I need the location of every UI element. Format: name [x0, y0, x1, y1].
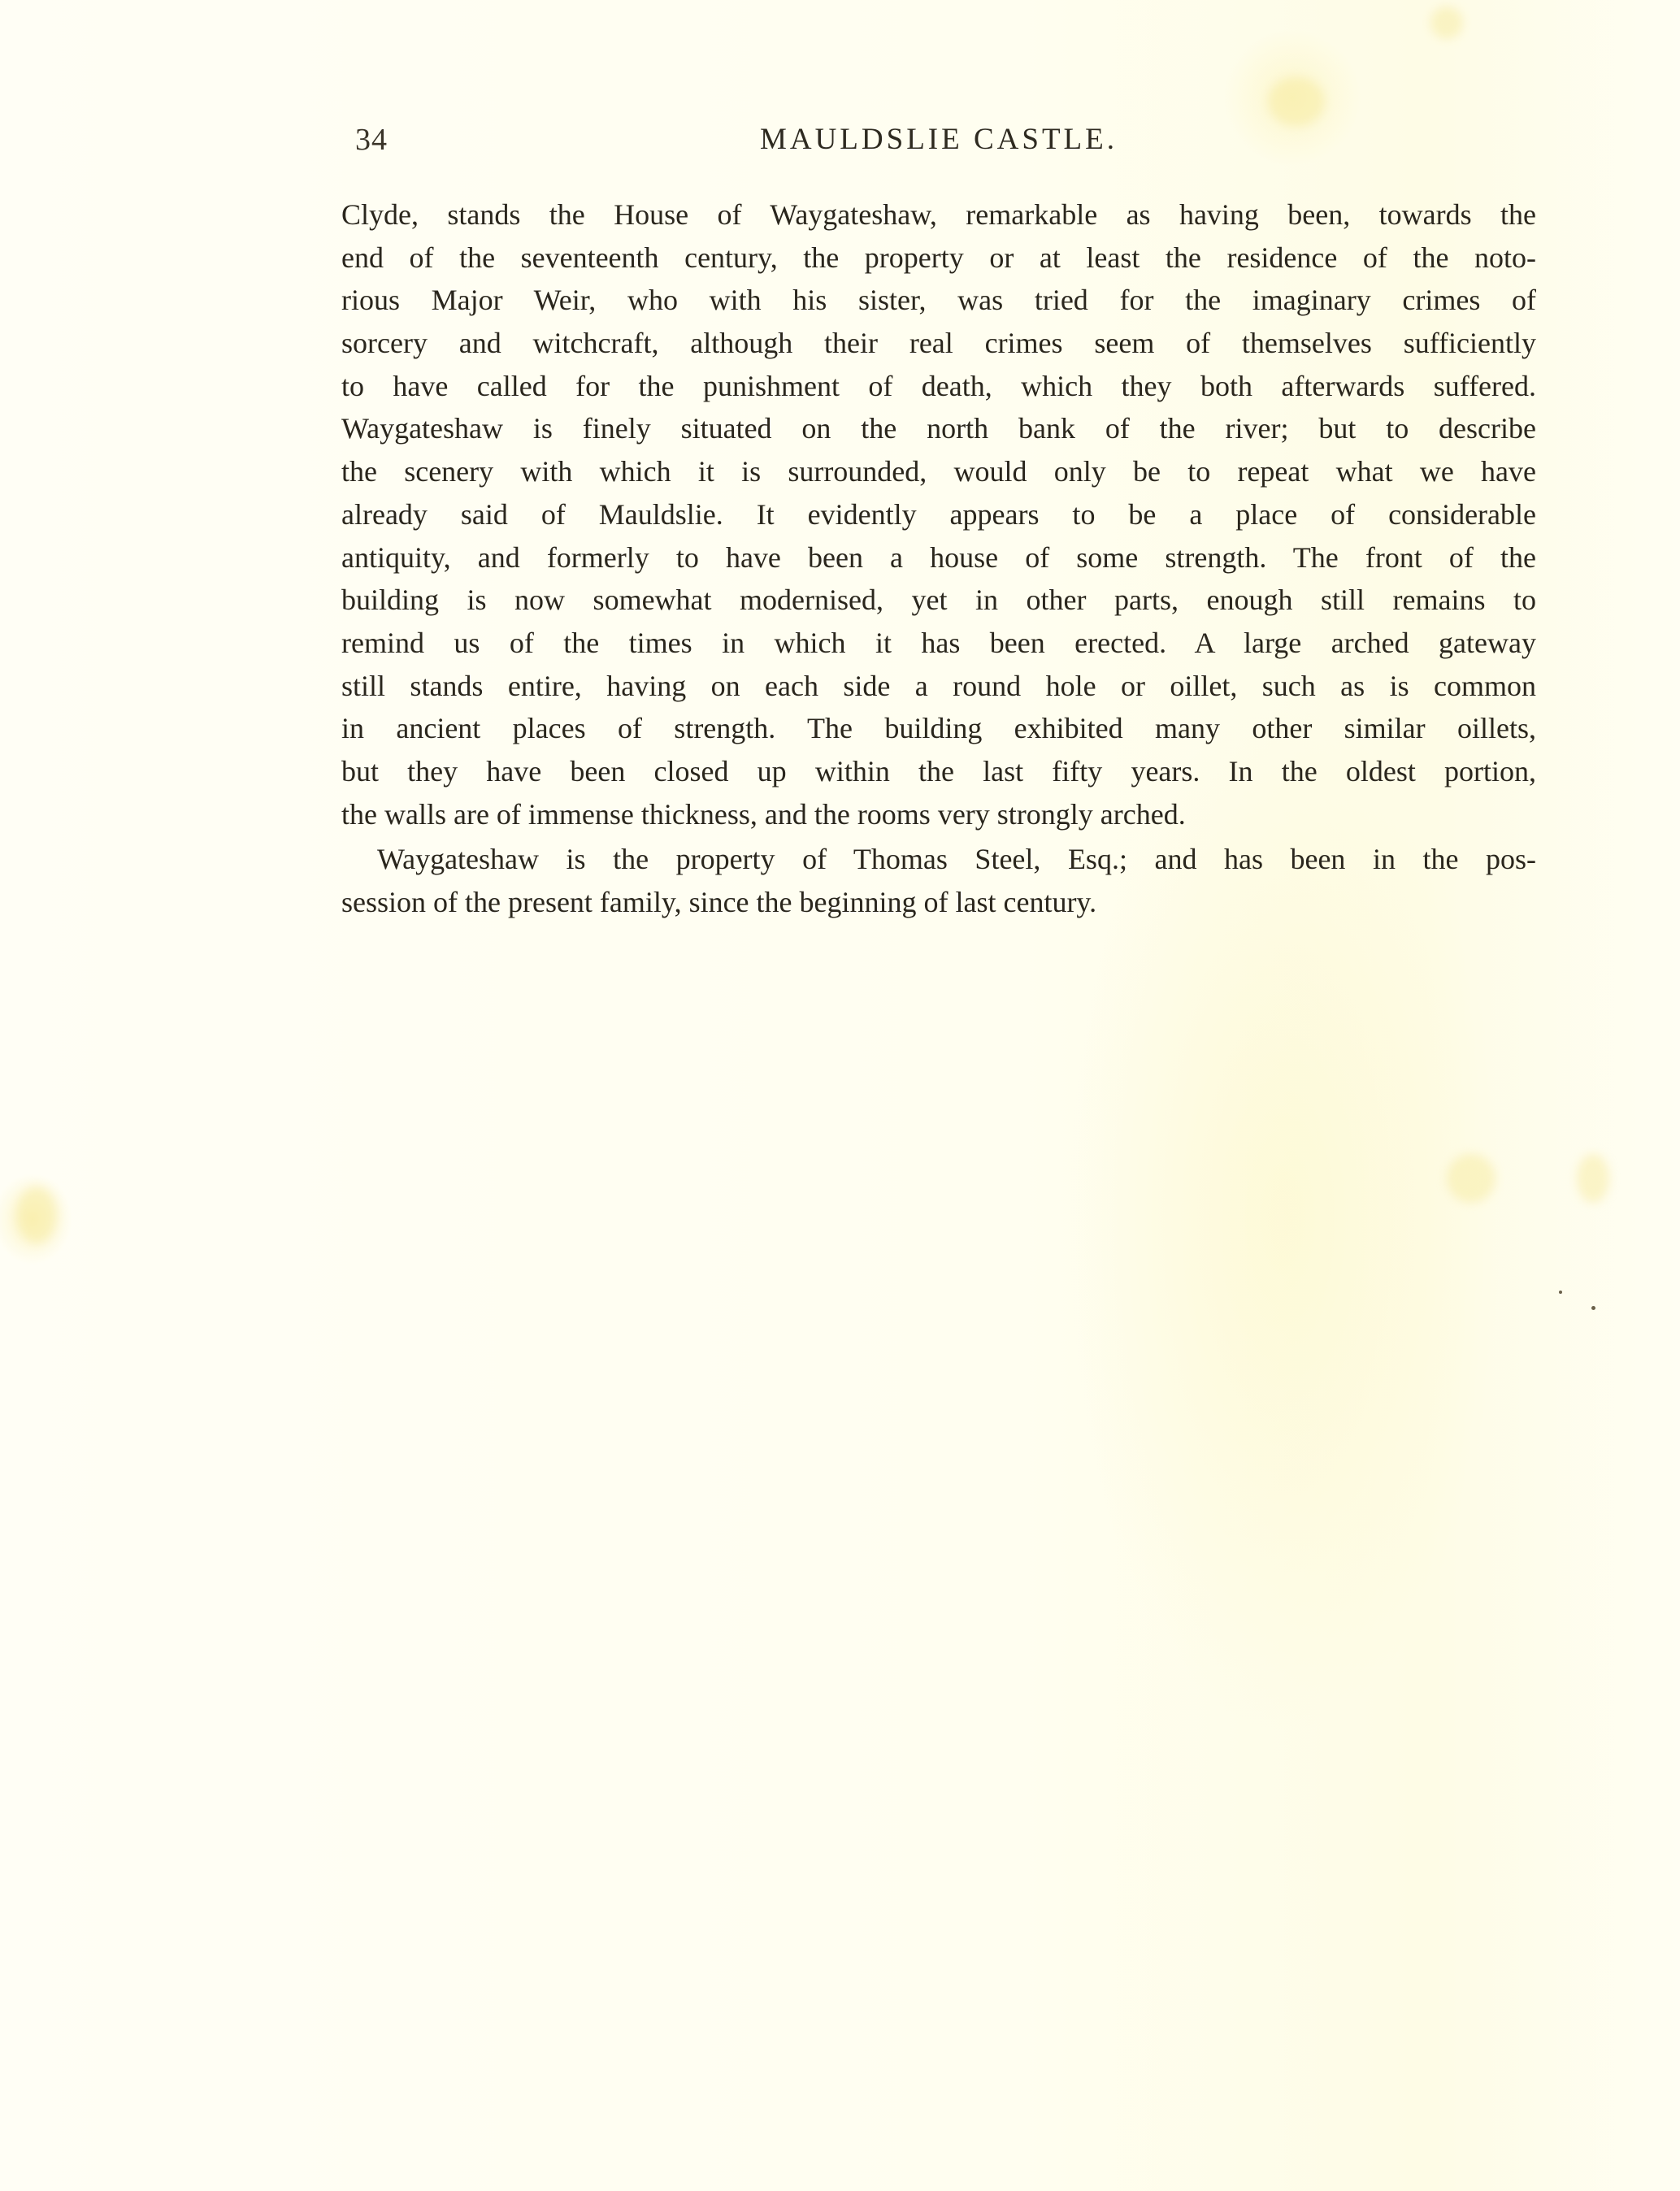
- text-line: Clyde, stands the House of Waygateshaw, remarkable as having been, towards the: [341, 198, 1536, 231]
- text-line: end of the seventeenth century, the property or at least the residence of the noto-: [341, 241, 1536, 274]
- text-line: already said of Mauldslie. It evidently appears to be a place of considerable: [341, 497, 1536, 531]
- running-head: MAULDSLIE CASTLE.: [759, 123, 1118, 156]
- text-line: rious Major Weir, who with his sister, was tried for the imaginary crimes of: [341, 284, 1536, 317]
- text-line: Waygateshaw is finely situated on the north bank of the river; but to describe: [341, 412, 1536, 445]
- text-line: session of the present family, since the beginning of last century.: [341, 886, 1097, 918]
- page-number: 34: [355, 123, 388, 157]
- page-header: [341, 122, 1536, 171]
- paragraph: [341, 193, 1536, 835]
- paper-stain: [16, 1187, 57, 1243]
- paper-stain: [1447, 1154, 1496, 1203]
- paragraph: [341, 838, 1536, 923]
- text-line: to have called for the punishment of death, which they both afterwards suffered.: [341, 369, 1536, 402]
- text-line: antiquity, and formerly to have been a house of some strength. The front of the: [341, 540, 1536, 574]
- text-line: in ancient places of strength. The building exhibited many other similar oillets,: [341, 712, 1536, 745]
- text-line: building is now somewhat modernised, yet in other parts, enough still remains to: [341, 584, 1536, 617]
- text-line: still stands entire, having on each side a round hole or oillet, such as is common: [341, 669, 1536, 702]
- paper-stain: [1430, 7, 1463, 39]
- paper-speck: [1591, 1306, 1595, 1310]
- text-line: sorcery and witchcraft, although their real crimes seem of themselves sufficiently: [341, 327, 1536, 360]
- body-text: [341, 193, 1536, 924]
- text-line: Waygateshaw is the property of Thomas Steel, Esq.; and has been in the pos-: [377, 843, 1536, 876]
- paper-stain: [1577, 1154, 1609, 1203]
- text-line: the walls are of immense thickness, and the rooms very strongly arched.: [341, 797, 1186, 831]
- text-line: but they have been closed up within the last fifty years. In the oldest portion,: [341, 754, 1536, 787]
- paper-stain: [1268, 77, 1325, 126]
- text-line: the scenery with which it is surrounded, would only be to repeat what we have: [341, 455, 1536, 488]
- text-line: remind us of the times in which it has been erected. A large arched gateway: [341, 626, 1536, 659]
- paper-speck: [1559, 1291, 1562, 1294]
